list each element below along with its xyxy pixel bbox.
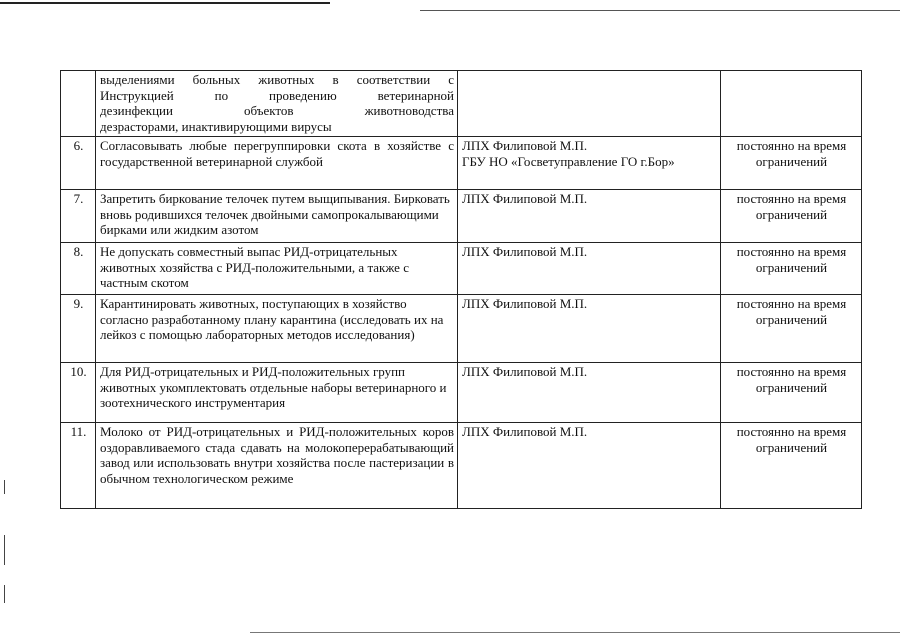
task-line: выделениями больных животных в соответствии с: [100, 72, 454, 87]
task-cell: Для РИД-отрицательных и РИД-положительных групп животных укомплектовать отдельные наборы ветеринарного и зоотехнического инструментария: [96, 363, 458, 423]
table-row: [61, 295, 862, 363]
responsible-cell: [458, 190, 721, 243]
scan-edge-line: [250, 632, 900, 633]
responsible-cell: [458, 363, 721, 423]
row-number: 7.: [61, 190, 96, 243]
task-cell: Не допускать совместный выпас РИД-отрицательных животных хозяйства с РИД-положительными, а также с частным скотом: [96, 243, 458, 295]
responsible-cell: [458, 243, 721, 295]
responsible-cell: [458, 137, 721, 190]
responsible-line: ГБУ НО «Госветуправление ГО г.Бор»: [462, 153, 675, 169]
row-number: 11.: [61, 423, 96, 509]
row-number: 10.: [61, 363, 96, 423]
responsible-line: ЛПХ Филиповой М.П.: [462, 191, 588, 206]
scan-margin-mark: [4, 480, 5, 494]
responsible-line: ЛПХ Филиповой М.П.: [462, 244, 588, 259]
responsible-cell: [458, 423, 721, 509]
table-row: [61, 71, 862, 137]
responsible-line: ЛПХ Филиповой М.П.: [462, 296, 588, 311]
row-number: 8.: [61, 243, 96, 295]
term-cell: постоянно на время ограничений: [721, 363, 862, 423]
measures-table: [60, 70, 862, 509]
task-cell: [96, 71, 458, 137]
table-row: [61, 363, 862, 423]
term-cell: постоянно на время ограничений: [721, 295, 862, 363]
row-number: 6.: [61, 137, 96, 190]
responsible-line: ЛПХ Филиповой М.П.: [462, 364, 588, 379]
table-row: [61, 137, 862, 190]
table-row: [61, 190, 862, 243]
task-cell: Согласовывать любые перегруппировки скота в хозяйстве с государственной ветеринарной службой: [96, 137, 458, 190]
table-row: [61, 243, 862, 295]
responsible-cell: [458, 295, 721, 363]
row-number: [61, 71, 96, 137]
responsible-line: ЛПХ Филиповой М.П.: [462, 424, 588, 439]
scan-margin-mark: [4, 585, 5, 603]
term-cell: постоянно на время ограничений: [721, 137, 862, 190]
table-row: [61, 423, 862, 509]
responsible-cell: [458, 71, 721, 137]
scan-edge-line: [420, 10, 900, 11]
term-cell: [721, 71, 862, 137]
term-cell: постоянно на время ограничений: [721, 243, 862, 295]
task-cell: Запретить биркование телочек путем выщипывания. Бирковать вновь родившихся телочек двойными самопрокалывающими бирками или жидким азотом: [96, 190, 458, 243]
task-line: дезрасторами, инактивирующими вирусы: [100, 118, 332, 134]
responsible-line: ЛПХ Филиповой М.П.: [462, 138, 588, 153]
term-cell: постоянно на время ограничений: [721, 423, 862, 509]
row-number: 9.: [61, 295, 96, 363]
task-cell: Карантинировать животных, поступающих в хозяйство согласно разработанному плану карантина (исследовать их на лейкоз с помощью лабораторных методов исследования): [96, 295, 458, 363]
task-cell: Молоко от РИД-отрицательных и РИД-положительных коров оздоравливаемого стада сдавать на молокоперерабатывающий завод или использовать внутри хозяйства после пастеризации в обычном технологическом режиме: [96, 423, 458, 509]
task-line: Инструкцией по проведению ветеринарной: [100, 87, 454, 103]
scan-edge-line: [0, 2, 330, 4]
task-line: дезинфекции объектов животноводства: [100, 103, 454, 118]
term-cell: постоянно на время ограничений: [721, 190, 862, 243]
scan-margin-mark: [4, 535, 5, 565]
